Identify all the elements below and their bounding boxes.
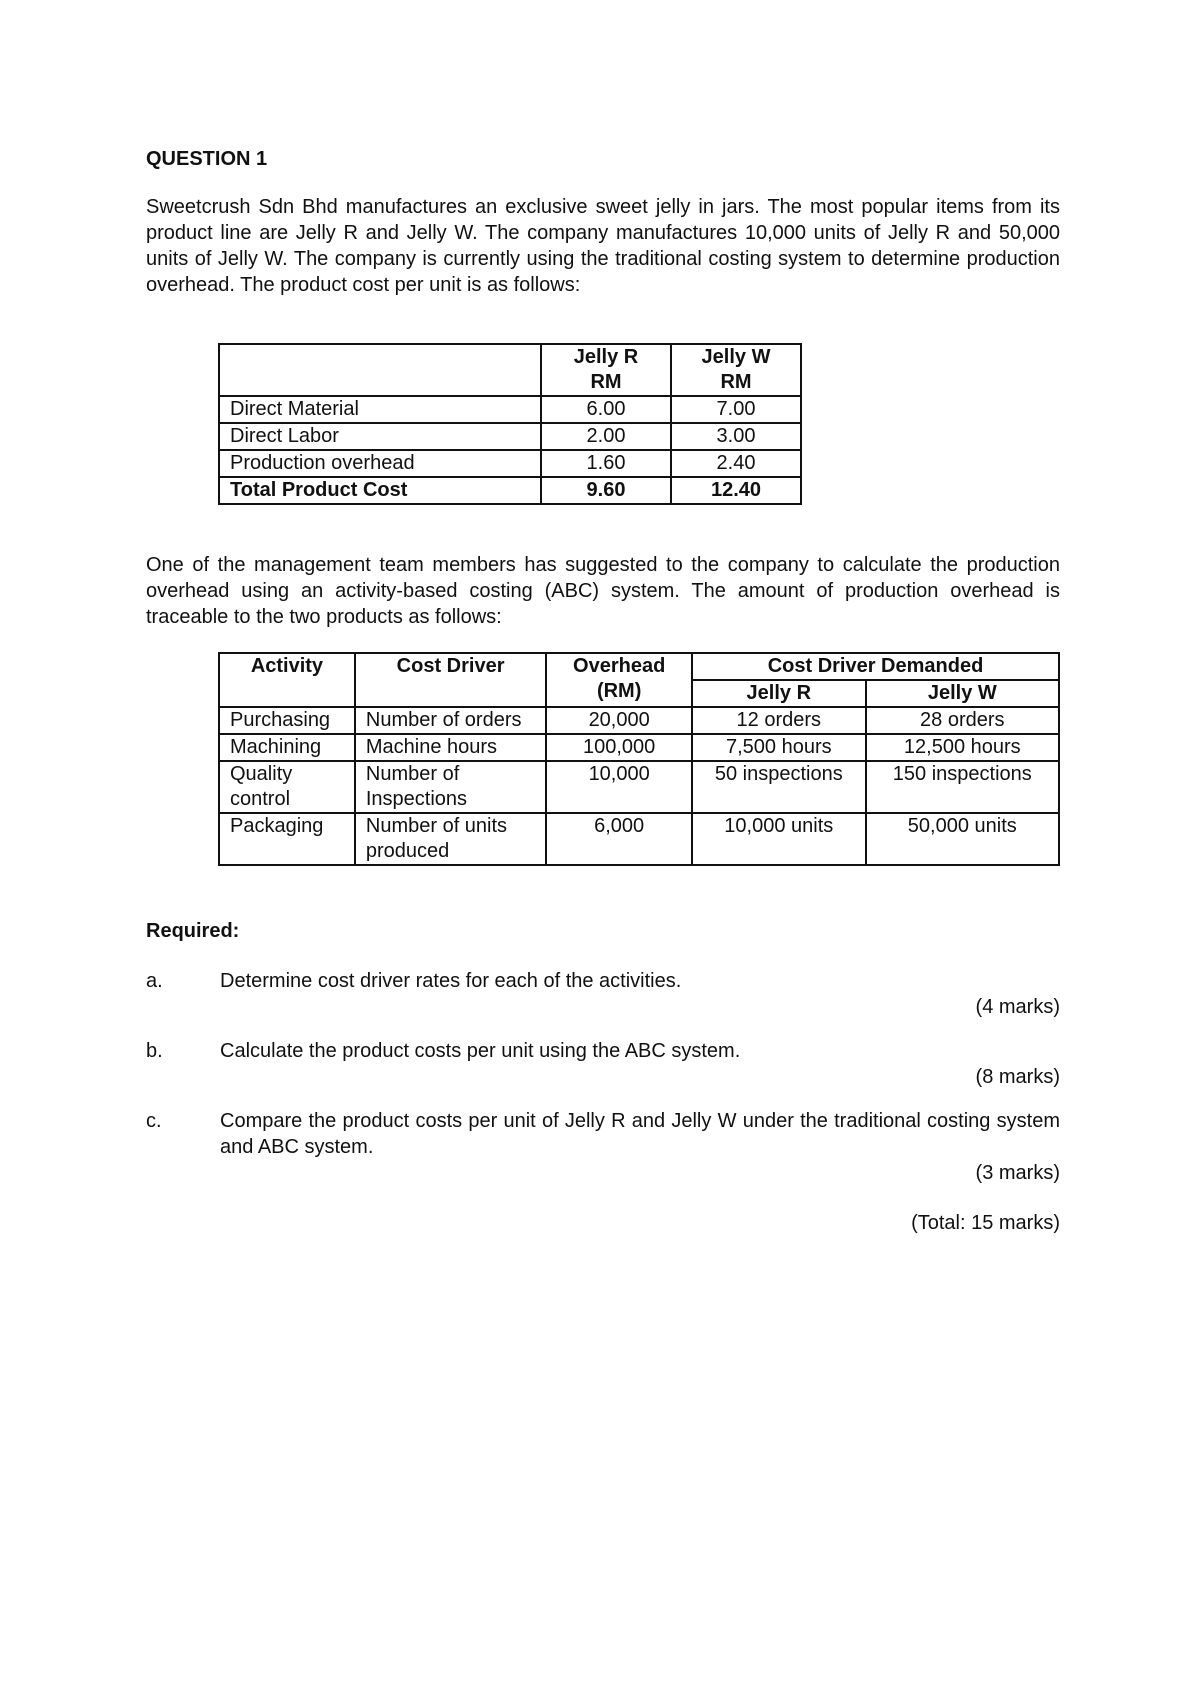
cell-activity: Machining <box>219 734 355 761</box>
abc-header-row <box>219 653 1059 680</box>
header-overhead-label: Overhead <box>573 655 666 677</box>
table-row <box>219 707 1059 734</box>
cell-jelly-w: 12,500 hours <box>866 734 1059 761</box>
cell-jelly-w: 2.40 <box>671 450 801 477</box>
abc-activity-table <box>218 652 1060 866</box>
cell-overhead: 10,000 <box>546 761 692 813</box>
row-label: Production overhead <box>219 450 541 477</box>
header-jelly-w <box>671 344 801 396</box>
header-cost-driver-demanded: Cost Driver Demanded <box>692 653 1059 680</box>
cell-jelly-w: 28 orders <box>866 707 1059 734</box>
table-row <box>219 761 1059 813</box>
cell-activity: Purchasing <box>219 707 355 734</box>
table-row <box>219 423 801 450</box>
table-row <box>219 813 1059 865</box>
cell-jelly-r: 10,000 units <box>692 813 866 865</box>
header-jelly-w-name: Jelly W <box>701 346 771 368</box>
item-label: a. <box>146 970 163 992</box>
cell-jelly-w: 150 inspections <box>866 761 1059 813</box>
header-blank-cell <box>219 344 541 396</box>
cell-jelly-r: 7,500 hours <box>692 734 866 761</box>
header-jelly-w: Jelly W <box>866 680 1059 707</box>
item-label: b. <box>146 1040 163 1062</box>
header-jelly-r <box>541 344 671 396</box>
required-heading: Required: <box>146 920 240 942</box>
header-activity: Activity <box>219 653 355 707</box>
cell-overhead: 100,000 <box>546 734 692 761</box>
cell-jelly-r: 12 orders <box>692 707 866 734</box>
total-jelly-w: 12.40 <box>671 477 801 504</box>
header-jelly-r: Jelly R <box>692 680 866 707</box>
cell-jelly-r: 50 inspections <box>692 761 866 813</box>
cell-overhead: 20,000 <box>546 707 692 734</box>
cell-jelly-r: 6.00 <box>541 396 671 423</box>
cell-cost-driver: Number of units produced <box>355 813 546 865</box>
item-label: c. <box>146 1110 162 1132</box>
item-text: Determine cost driver rates for each of the activities. <box>220 970 682 992</box>
cell-cost-driver: Number of orders <box>355 707 546 734</box>
item-text: Compare the product costs per unit of Jelly R and Jelly W under the traditional costing system and ABC system. <box>220 1110 1060 1158</box>
total-jelly-r: 9.60 <box>541 477 671 504</box>
cell-cost-driver: Number of Inspections <box>355 761 546 813</box>
header-overhead <box>546 653 692 707</box>
header-cost-driver: Cost Driver <box>355 653 546 707</box>
cell-cost-driver: Machine hours <box>355 734 546 761</box>
question-title: QUESTION 1 <box>146 148 268 170</box>
table-row <box>219 396 801 423</box>
header-jelly-w-unit: RM <box>720 371 752 393</box>
cell-jelly-r: 2.00 <box>541 423 671 450</box>
row-label: Direct Labor <box>219 423 541 450</box>
item-text: Calculate the product costs per unit using the ABC system. <box>220 1040 741 1062</box>
header-overhead-unit: (RM) <box>596 680 642 702</box>
table-header-row <box>219 344 801 396</box>
cell-jelly-r: 1.60 <box>541 450 671 477</box>
cell-activity: Packaging <box>219 813 355 865</box>
table-row <box>219 734 1059 761</box>
intro-paragraph: Sweetcrush Sdn Bhd manufactures an exclusive sweet jelly in jars. The most popular items from its product line are Jelly R and Jelly W. The company manufactures 10,000 units of Jelly R and 50,000 units of Jelly W. The company is currently using the traditional costing system to determine production overhead. The product cost per unit is as follows: <box>146 196 1060 296</box>
total-marks: (Total: 15 marks) <box>911 1212 1060 1234</box>
traditional-cost-table <box>218 343 802 505</box>
cell-jelly-w: 3.00 <box>671 423 801 450</box>
cell-jelly-w: 50,000 units <box>866 813 1059 865</box>
total-row <box>219 477 801 504</box>
table-row <box>219 450 801 477</box>
header-jelly-r-unit: RM <box>590 371 622 393</box>
header-jelly-r-name: Jelly R <box>573 346 639 368</box>
cell-overhead: 6,000 <box>546 813 692 865</box>
cell-jelly-w: 7.00 <box>671 396 801 423</box>
abc-intro-paragraph: One of the management team members has suggested to the company to calculate the production overhead using an activity-based costing (ABC) system. The amount of production overhead is traceable to the two products as follows: <box>146 554 1060 628</box>
item-marks: (4 marks) <box>975 996 1060 1018</box>
cell-activity: Quality control <box>219 761 355 813</box>
row-label: Direct Material <box>219 396 541 423</box>
item-marks: (8 marks) <box>975 1066 1060 1088</box>
total-label: Total Product Cost <box>219 477 541 504</box>
item-marks: (3 marks) <box>975 1162 1060 1184</box>
